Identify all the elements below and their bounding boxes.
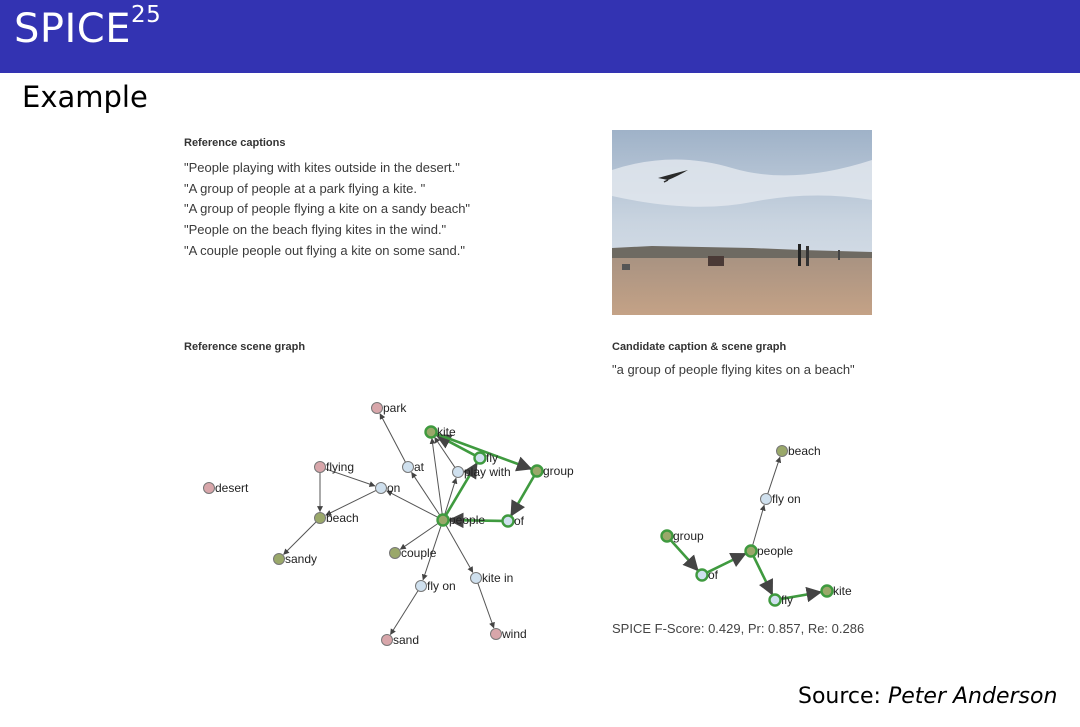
title-superscript: 25 bbox=[131, 2, 162, 28]
reference-node-people bbox=[438, 515, 449, 526]
reference-node-label-desert: desert bbox=[215, 481, 249, 495]
reference-node-group bbox=[532, 466, 543, 477]
reference-caption: "People on the beach flying kites in the wind." bbox=[184, 222, 447, 238]
candidate-node-label-fly: fly bbox=[781, 593, 793, 607]
candidate-caption: "a group of people flying kites on a beach" bbox=[612, 362, 855, 377]
reference-node-fly_on bbox=[416, 581, 427, 592]
reference-node-label-fly: fly bbox=[486, 451, 498, 465]
reference-node-label-kite: kite bbox=[437, 425, 456, 439]
candidate-node-kite bbox=[822, 586, 833, 597]
reference-captions-label: Reference captions bbox=[184, 137, 286, 149]
reference-node-label-play_with: play with bbox=[464, 465, 511, 479]
spice-score: SPICE F-Score: 0.429, Pr: 0.857, Re: 0.286 bbox=[612, 621, 865, 636]
reference-node-of bbox=[503, 516, 514, 527]
candidate-node-fly_on bbox=[761, 494, 772, 505]
candidate-node-label-kite: kite bbox=[833, 584, 852, 598]
candidate-node-people bbox=[746, 546, 757, 557]
reference-node-beach bbox=[315, 513, 326, 524]
candidate-node-label-group: group bbox=[673, 529, 704, 543]
reference-caption: "People playing with kites outside in the desert." bbox=[184, 160, 460, 175]
candidate-node-label-beach: beach bbox=[788, 444, 821, 458]
candidate-node-of bbox=[697, 570, 708, 581]
reference-caption: "A group of people flying a kite on a sandy beach" bbox=[184, 201, 471, 217]
candidate-node-fly bbox=[770, 595, 781, 606]
reference-node-label-couple: couple bbox=[401, 546, 437, 560]
reference-node-label-kite_in: kite in bbox=[482, 571, 514, 585]
reference-node-label-of: of bbox=[514, 514, 525, 528]
reference-caption: "A group of people at a park flying a kite. " bbox=[184, 180, 426, 196]
reference-node-label-sand: sand bbox=[393, 633, 420, 647]
reference-graph-label: Reference scene graph bbox=[184, 341, 306, 353]
candidate-node-label-people: people bbox=[757, 544, 794, 558]
reference-edge-at-park bbox=[380, 414, 405, 462]
reference-node-park bbox=[372, 403, 383, 414]
reference-node-sand bbox=[382, 635, 393, 646]
reference-node-play_with bbox=[453, 467, 464, 478]
reference-edge-people-kite_in bbox=[446, 525, 473, 573]
candidate-edge-people-fly_on bbox=[753, 505, 765, 545]
candidate-node-group bbox=[662, 531, 673, 542]
candidate-edge-fly_on-beach bbox=[768, 457, 780, 494]
candidate-edge-group-of bbox=[671, 540, 698, 570]
reference-edge-group-of bbox=[511, 476, 534, 516]
reference-node-sandy bbox=[274, 554, 285, 565]
reference-node-couple bbox=[390, 548, 401, 559]
source-credit: Source: Peter Anderson bbox=[798, 684, 1058, 709]
candidate-graph-label: Candidate caption & scene graph bbox=[612, 341, 787, 353]
reference-node-label-people: people bbox=[449, 513, 486, 527]
reference-node-wind bbox=[491, 629, 502, 640]
reference-edge-beach-sandy bbox=[284, 522, 317, 555]
reference-node-kite bbox=[426, 427, 437, 438]
source-author: Peter Anderson bbox=[887, 684, 1058, 709]
reference-node-kite_in bbox=[471, 573, 482, 584]
reference-node-on bbox=[376, 483, 387, 494]
reference-edge-people-kite bbox=[432, 438, 442, 514]
candidate-node-beach bbox=[777, 446, 788, 457]
reference-node-label-wind: wind bbox=[502, 627, 527, 641]
reference-node-fly bbox=[475, 453, 486, 464]
reference-edge-fly_on-sand bbox=[390, 591, 418, 635]
reference-node-flying bbox=[315, 462, 326, 473]
reference-node-label-flying: flying bbox=[326, 460, 355, 474]
reference-edge-people-at bbox=[412, 472, 440, 515]
reference-node-label-beach: beach bbox=[326, 511, 359, 525]
slide-title: SPICE$^{25}$ bbox=[14, 2, 162, 52]
reference-edge-kite_in-wind bbox=[478, 583, 494, 628]
reference-node-label-fly_on: fly on bbox=[427, 579, 456, 593]
reference-node-label-sandy: sandy bbox=[285, 552, 318, 566]
reference-node-label-at: at bbox=[414, 460, 425, 474]
candidate-node-label-fly_on: fly on bbox=[772, 492, 801, 506]
reference-node-label-on: on bbox=[387, 481, 401, 495]
candidate-node-label-of: of bbox=[708, 568, 719, 582]
reference-node-desert bbox=[204, 483, 215, 494]
slide-subtitle: Example bbox=[22, 80, 148, 114]
candidate-edge-people-fly bbox=[753, 556, 772, 594]
reference-caption: "A couple people out flying a kite on some sand." bbox=[184, 242, 465, 258]
reference-node-at bbox=[403, 462, 414, 473]
reference-node-label-group: group bbox=[543, 464, 574, 478]
reference-node-label-park: park bbox=[383, 401, 407, 415]
